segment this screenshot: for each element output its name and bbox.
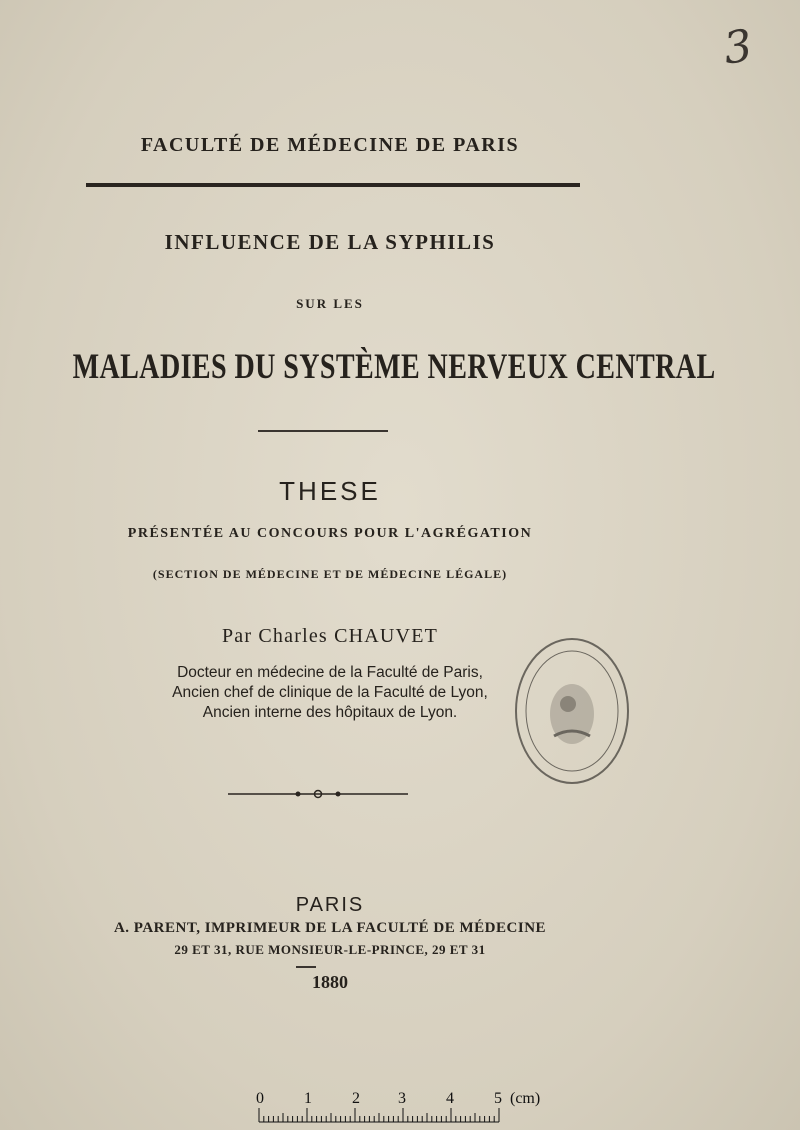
- main-title: MALADIES DU SYSTÈME NERVEUX CENTRAL: [72, 346, 716, 386]
- scale-tick-label: 5: [494, 1090, 502, 1107]
- scale-tick-label: 0: [256, 1090, 264, 1107]
- scale-bar: [258, 1090, 548, 1126]
- scale-tick-label: 4: [446, 1090, 454, 1107]
- scale-tick-label: 1: [304, 1090, 312, 1107]
- author-title-line: Ancien chef de clinique de la Faculté de Lyon,: [172, 684, 488, 701]
- imprint-printer: A. PARENT, IMPRIMEUR DE LA FACULTÉ DE MÉDECINE: [113, 920, 547, 936]
- author-title-line: Ancien interne des hôpitaux de Lyon.: [202, 704, 458, 721]
- decorative-ornament: [228, 788, 408, 800]
- scale-tick-label: 2: [352, 1090, 360, 1107]
- title-line-1: INFLUENCE DE LA SYPHILIS: [164, 230, 496, 254]
- imprint-city: PARIS: [295, 894, 365, 916]
- imprint-address: 29 ET 31, RUE MONSIEUR-LE-PRINCE, 29 ET 31: [174, 942, 486, 957]
- library-stamp: [512, 636, 632, 786]
- author-byline: Par Charles CHAUVET: [221, 625, 439, 647]
- scale-ruler: [258, 1108, 502, 1124]
- thesis-heading: THESE: [279, 476, 381, 506]
- faculty-header: FACULTÉ DE MÉDECINE DE PARIS: [140, 134, 520, 156]
- imprint-year: 1880: [312, 972, 348, 992]
- title-line-2: SUR LES: [296, 296, 364, 311]
- title-rule: [258, 430, 388, 432]
- author-title-line: Docteur en médecine de la Faculté de Paris,: [177, 664, 483, 681]
- page-folio-number: 3: [720, 20, 756, 75]
- scale-unit-label: (cm): [510, 1090, 541, 1107]
- section-line: (SECTION DE MÉDECINE ET DE MÉDECINE LÉGALE): [152, 567, 508, 581]
- presented-line: PRÉSENTÉE AU CONCOURS POUR L'AGRÉGATION: [127, 526, 533, 541]
- year-rule: [296, 966, 316, 968]
- scale-tick-label: 3: [398, 1090, 406, 1107]
- header-rule: [86, 183, 580, 187]
